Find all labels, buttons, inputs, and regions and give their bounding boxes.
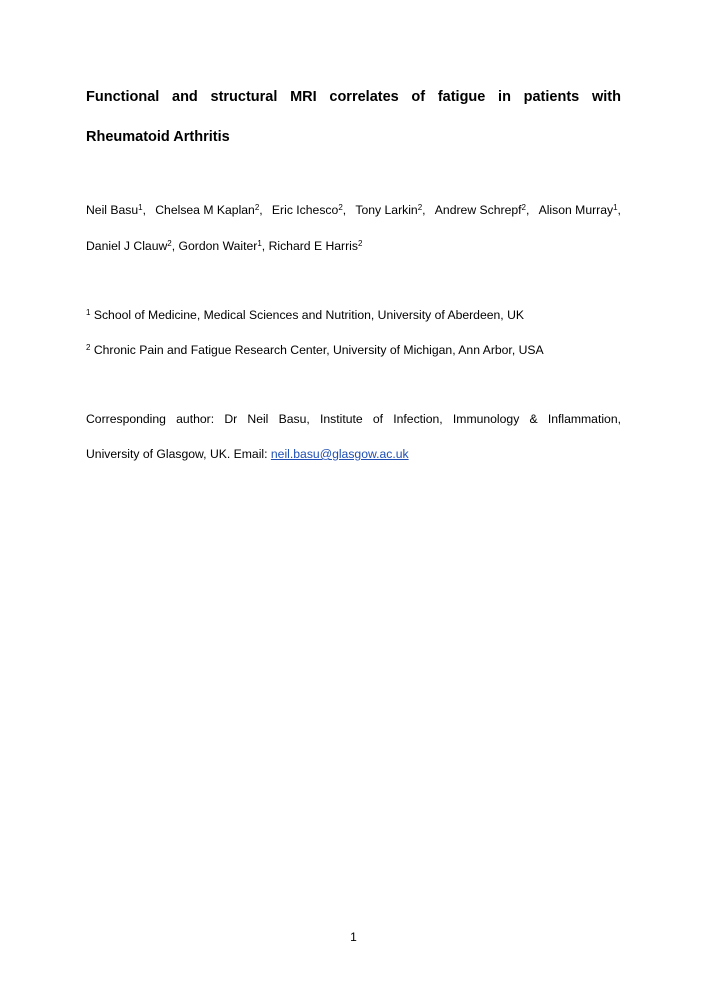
author-name: Eric Ichesco: [271, 203, 339, 217]
corresponding-word: Immunology: [452, 412, 520, 426]
author-affiliation-mark: 2: [338, 203, 343, 213]
author-name: Alison Murray: [538, 203, 614, 217]
author-affiliation-mark: 1: [138, 203, 143, 213]
corresponding-word: Dr: [224, 412, 238, 426]
author-separator: ,: [259, 203, 267, 217]
author-affiliation-mark: 2: [167, 239, 172, 249]
corresponding-word: Infection,: [393, 412, 443, 426]
corresponding-author-line-2: [86, 446, 621, 462]
author-affiliation-mark: 2: [417, 203, 423, 213]
author-name: Gordon Waiter: [178, 239, 258, 253]
author-name: Tony Larkin: [355, 203, 418, 217]
corresponding-word: Institute: [319, 412, 363, 426]
author-name: Richard E Harris: [268, 239, 358, 253]
author: [86, 239, 179, 253]
corresponding-word: &: [529, 412, 538, 426]
author: [269, 239, 363, 253]
affiliation-1: [86, 307, 524, 323]
title-line-2: Rheumatoid Arthritis: [86, 129, 230, 145]
author: [86, 202, 149, 218]
author-name: Chelsea M Kaplan: [155, 203, 255, 217]
author-affiliation-mark: 1: [257, 239, 262, 249]
corresponding-author-affiliation: University of Glasgow, UK. Email:: [86, 447, 271, 461]
author: [155, 202, 266, 218]
corresponding-word: Basu,: [278, 412, 310, 426]
author-affiliation-mark: 2: [521, 203, 526, 213]
affiliation-number: 2: [86, 343, 91, 353]
author-name: Neil Basu: [86, 203, 139, 217]
corresponding-word: of: [372, 412, 384, 426]
author: [539, 202, 621, 218]
title-word: correlates: [329, 89, 399, 105]
author-separator: ,: [261, 239, 269, 253]
title-word: with: [591, 89, 621, 105]
author-affiliation-mark: 1: [613, 203, 618, 213]
affiliation-2: [86, 342, 544, 358]
corresponding-word: author:: [176, 412, 215, 426]
title-word: MRI: [290, 89, 317, 105]
authors-line-2: [86, 238, 621, 254]
author-name: Daniel J Clauw: [86, 239, 168, 253]
author: [272, 202, 350, 218]
page-number: 1: [350, 930, 357, 944]
title-word: fatigue: [437, 89, 486, 105]
author-separator: ,: [171, 239, 179, 253]
title-word: patients: [523, 89, 580, 105]
corresponding-author-line-1: [86, 411, 621, 427]
author-affiliation-mark: 2: [254, 203, 260, 213]
author-separator: ,: [342, 203, 350, 217]
author: [179, 239, 269, 253]
title-word: in: [498, 89, 511, 105]
corresponding-word: Corresponding: [86, 412, 166, 426]
author: [355, 202, 429, 218]
authors-line-1: [86, 202, 621, 218]
email-link[interactable]: neil.basu@glasgow.ac.uk: [270, 447, 409, 461]
affiliation-text: School of Medicine, Medical Sciences and Nutrition, University of Aberdeen, UK: [90, 308, 525, 322]
corresponding-word: Inflammation,: [547, 412, 621, 426]
author-separator: ,: [617, 203, 621, 217]
author-affiliation-mark: 2: [357, 239, 363, 249]
author-separator: ,: [525, 203, 533, 217]
author: [435, 202, 533, 218]
title-word: and: [172, 89, 198, 105]
corresponding-word: Neil: [247, 412, 269, 426]
title-line-1: [86, 88, 621, 106]
author-name: Andrew Schrepf: [434, 203, 522, 217]
title-word: Functional: [86, 89, 160, 105]
affiliation-number: 1: [86, 308, 91, 318]
title-word: of: [411, 89, 426, 105]
author-separator: ,: [422, 203, 429, 217]
author-separator: ,: [142, 203, 150, 217]
affiliation-text: Chronic Pain and Fatigue Research Center, University of Michigan, Ann Arbor, USA: [90, 343, 544, 357]
title-word: structural: [210, 89, 278, 105]
